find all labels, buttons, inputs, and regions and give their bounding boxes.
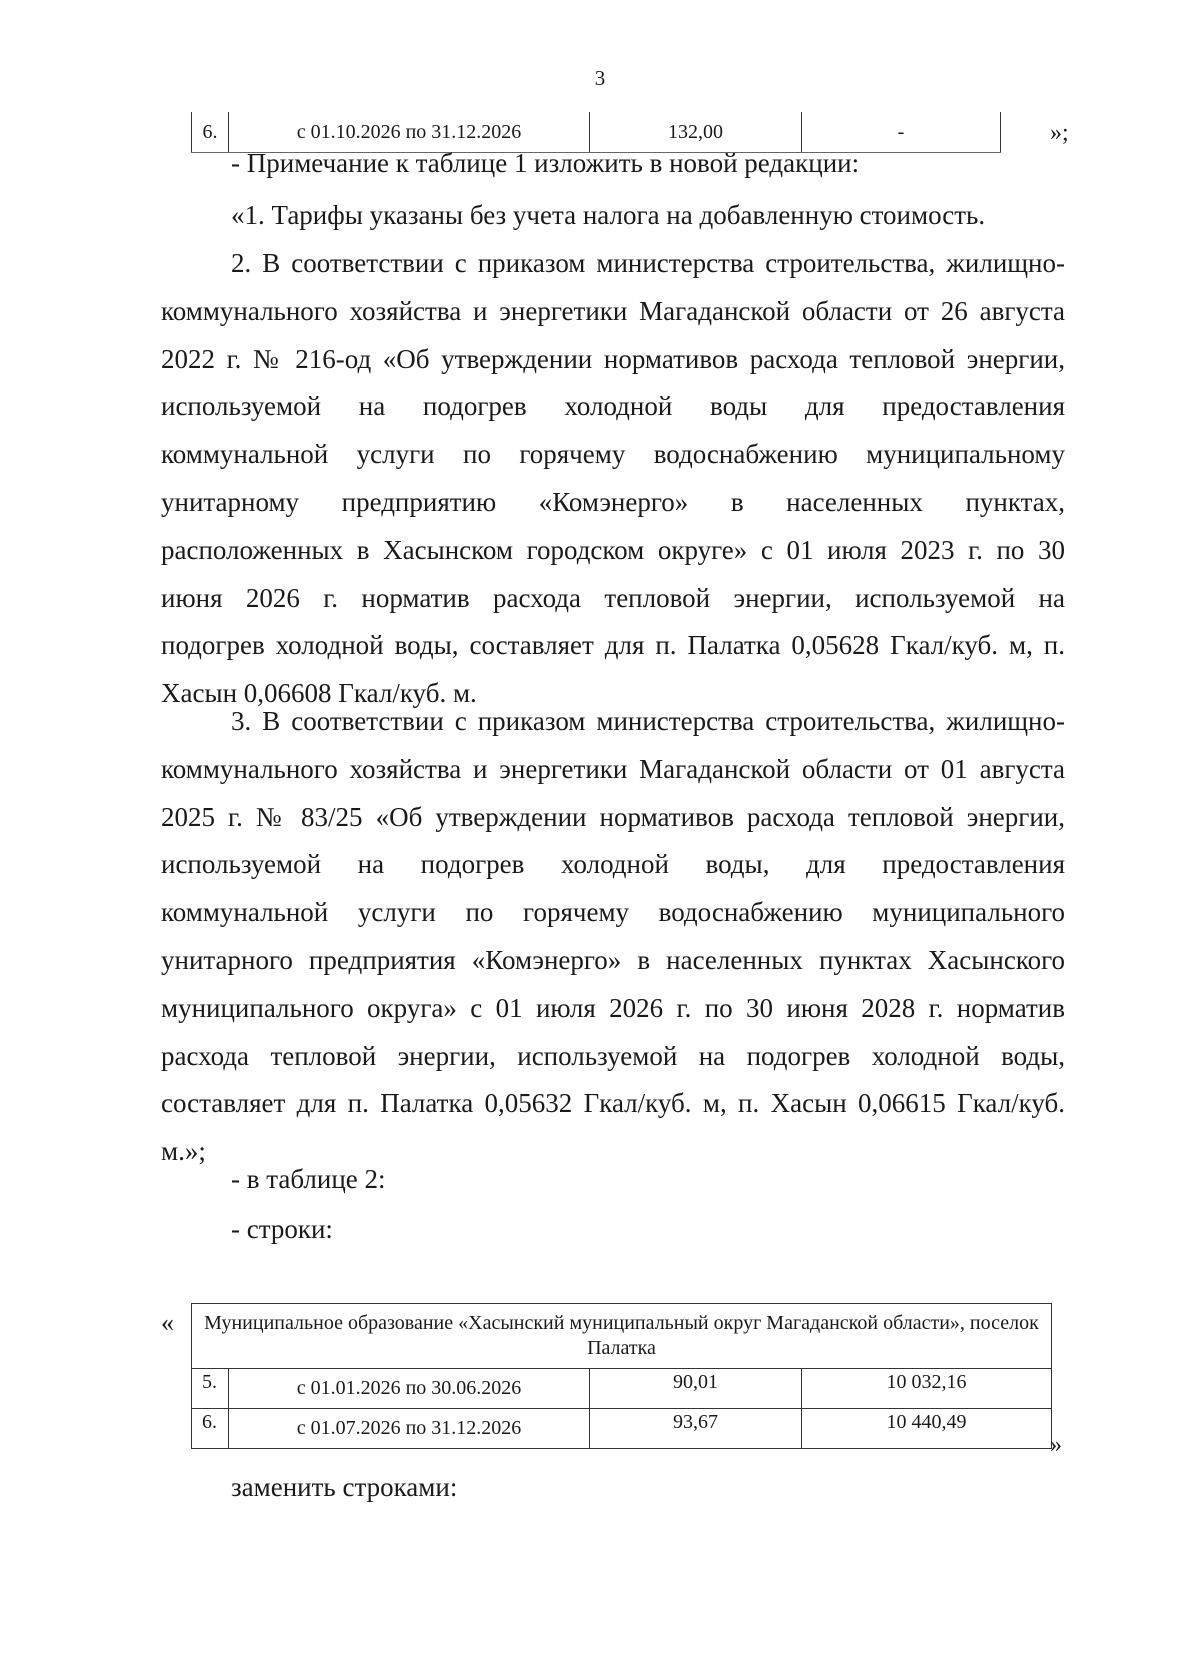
table2-cell-value1: 90,01 [590, 1369, 802, 1409]
table2-cell-num: 6. [192, 1409, 229, 1449]
table2 [191, 1303, 1052, 1449]
table1-cell-period: с 01.10.2026 по 31.12.2026 [228, 112, 589, 152]
note-intro: - Примечание к таблице 1 изложить в новой редакции: [231, 148, 860, 178]
table2-cell-value1: 93,67 [590, 1409, 802, 1449]
table2-cell-value2: 10 440,49 [802, 1409, 1052, 1449]
table1-cell-value: 132,00 [589, 112, 801, 152]
table1-cell-extra: - [801, 112, 1001, 152]
rows-label: - строки: [231, 1214, 333, 1244]
replace-text: заменить строками: [231, 1472, 458, 1502]
table2-cell-period: с 01.01.2026 по 30.06.2026 [229, 1369, 590, 1409]
table2-open-quote: « [161, 1308, 174, 1337]
table2-header-row [192, 1304, 1052, 1369]
table1-cell-num: 6. [191, 112, 228, 152]
table1-closing-quote: »; [1050, 120, 1069, 146]
table2-cell-period: с 01.07.2026 по 31.12.2026 [229, 1409, 590, 1449]
table2-cell-value2: 10 032,16 [802, 1369, 1052, 1409]
table2-header: Муниципальное образование «Хасынский муниципальный округ Магаданской области», поселок Палатка [192, 1304, 1052, 1369]
page-number: 3 [594, 66, 606, 90]
note-2: 2. В соответствии с приказом министерства строительства, жилищно- коммунального хозяйства и энергетики Магаданской области от 26 августа 2022 г. № 216-од «Об утверждении нормативов расхода тепловой энергии, используемой на подогрев холодной воды для предоставления коммунальной услуги по горячему водоснабжению муниципальному унитарному предприятию «Комэнерго» в населенных пунктах, расположенных в Хасынском городском округе» с 01 июля 2023 г. по 30 июня 2026 г. норматив расхода тепловой энергии, используемой на подогрев холодной воды, составляет для п. Палатка 0,05628 Гкал/куб. м, п. Хасын 0,06608 Гкал/куб. м. [161, 248, 1065, 709]
table2-intro: - в таблице 2: [231, 1164, 386, 1194]
table-row [192, 1409, 1052, 1449]
table2-cell-num: 5. [192, 1369, 229, 1409]
table2-close-quote: » [1050, 1432, 1062, 1458]
note-3: 3. В соответствии с приказом министерства строительства, жилищно- коммунального хозяйства и энергетики Магаданской области от 01 августа 2025 г. № 83/25 «Об утверждении нормативов расхода тепловой энергии, используемой на подогрев холодной воды, для предоставления коммунальной услуги по горячему водоснабжению муниципального унитарного предприятия «Комэнерго» в населенных пунктах Хасынского муниципального округа» с 01 июля 2026 г. по 30 июня 2028 г. норматив расхода тепловой энергии, используемой на подогрев холодной воды, составляет для п. Палатка 0,05632 Гкал/куб. м, п. Хасын 0,06615 Гкал/куб. м.»; [161, 706, 1065, 1167]
table-row [192, 1369, 1052, 1409]
note-1: «1. Тарифы указаны без учета налога на добавленную стоимость. [231, 200, 986, 230]
